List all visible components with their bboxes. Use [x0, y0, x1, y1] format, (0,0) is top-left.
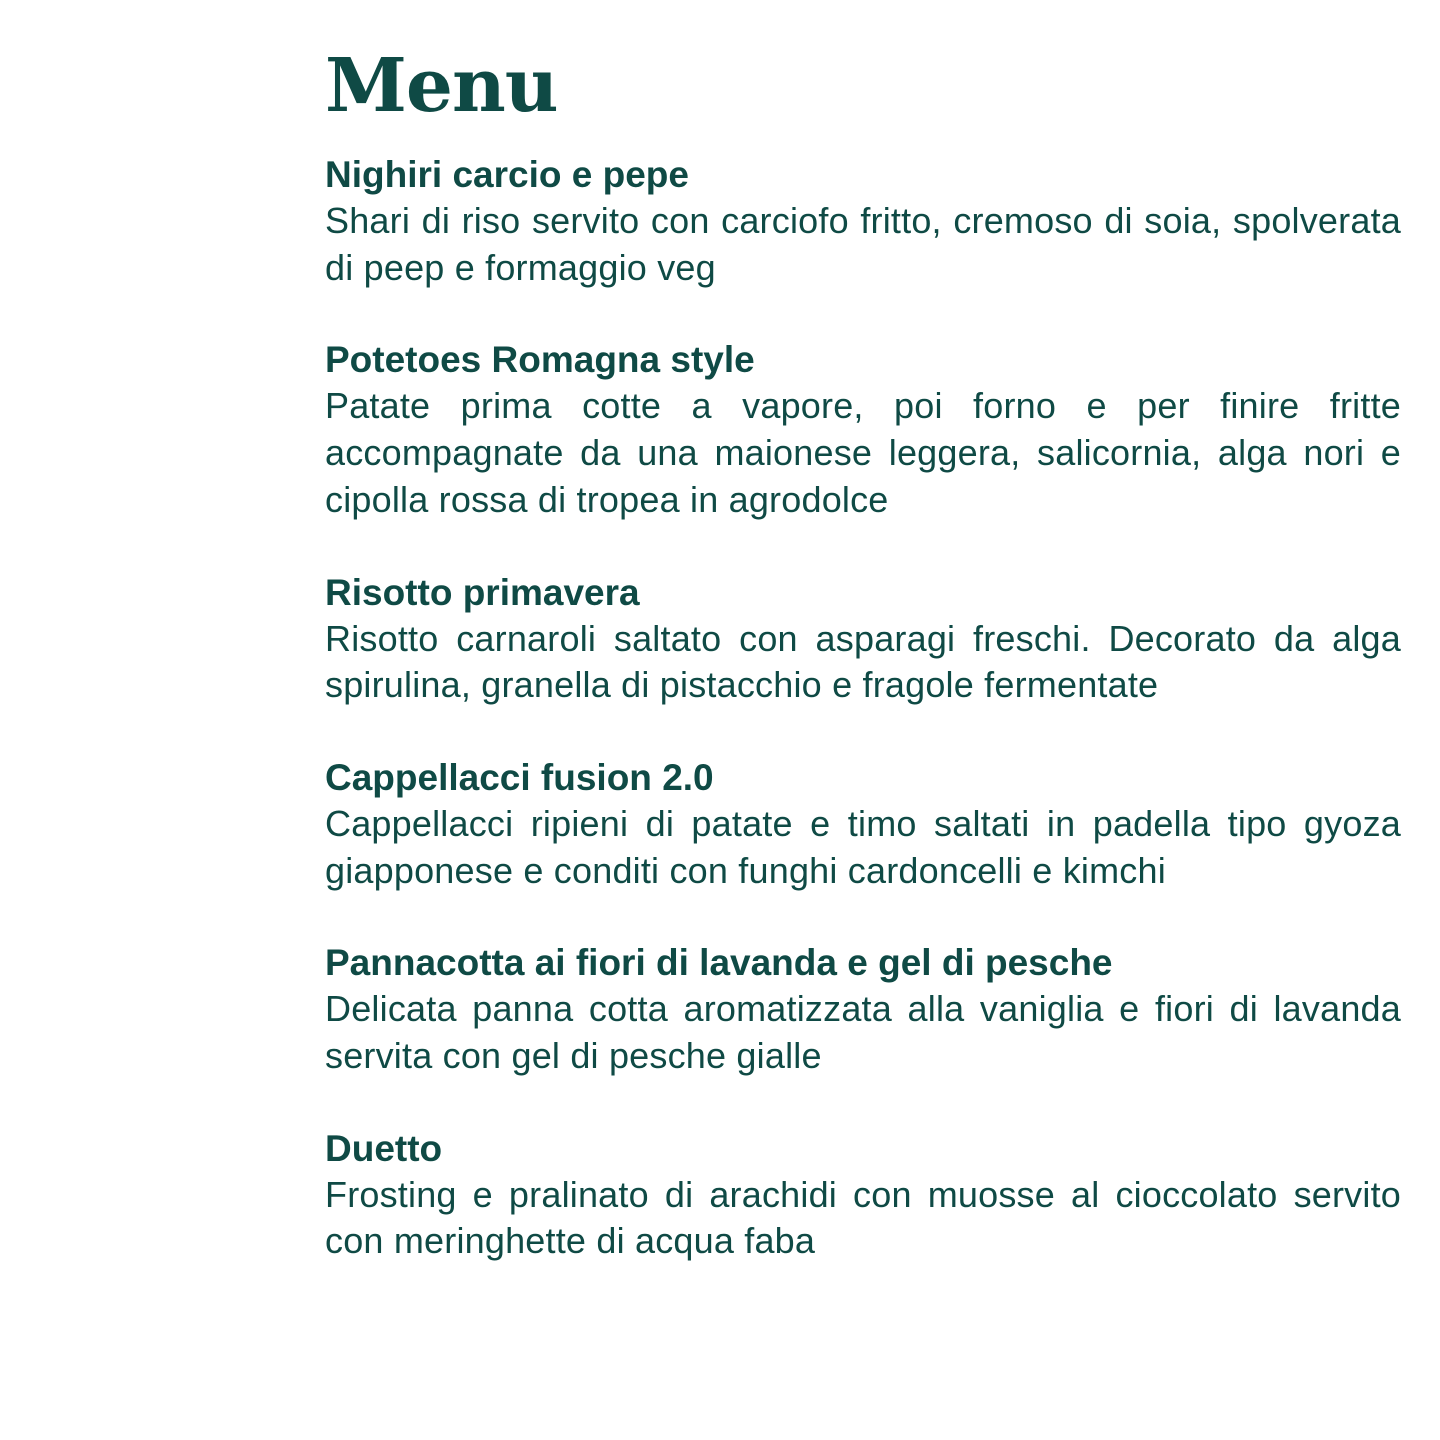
- menu-item: [325, 940, 1401, 1079]
- menu-item-name: Cappellacci fusion 2.0: [325, 756, 714, 798]
- menu-item-description: Patate prima cotte a vapore, poi forno e per finire fritte accompagnate da una maionese leggera, salicornia, alga nori e cipolla rossa di tropea in agrodolce: [325, 385, 1401, 520]
- menu-item: [325, 570, 1401, 709]
- menu-item-name: Risotto primavera: [325, 571, 640, 613]
- menu-item-name: Pannacotta ai fiori di lavanda e gel di pesche: [325, 942, 1113, 984]
- menu-item: [325, 337, 1401, 523]
- menu-page: [325, 38, 1401, 1311]
- menu-item-description: Shari di riso servito con carciofo fritto, cremoso di soia, spolverata di peep e formaggio veg: [325, 200, 1401, 288]
- menu-item: [325, 1126, 1401, 1265]
- menu-item-description: Delicata panna cotta aromatizzata alla vaniglia e fiori di lavanda servita con gel di pesche gialle: [325, 988, 1401, 1077]
- menu-item-description: Risotto carnaroli saltato con asparagi freschi. Decorato da alga spirulina, granella di pistacchio e fragole fermentate: [325, 617, 1401, 706]
- menu-item-name: Duetto: [325, 1127, 443, 1169]
- menu-item: [325, 152, 1401, 291]
- menu-item-description: Cappellacci ripieni di patate e timo saltati in padella tipo gyoza giapponese e conditi con funghi cardoncelli e kimchi: [325, 802, 1401, 891]
- menu-title: Menu: [325, 43, 558, 129]
- menu-item-description: Frosting e pralinato di arachidi con muosse al cioccolato servito con meringhette di acqua faba: [325, 1173, 1401, 1262]
- menu-item-name: Potetoes Romagna style: [325, 339, 755, 381]
- menu-item: [325, 755, 1401, 894]
- menu-item-name: Nighiri carcio e pepe: [325, 154, 689, 195]
